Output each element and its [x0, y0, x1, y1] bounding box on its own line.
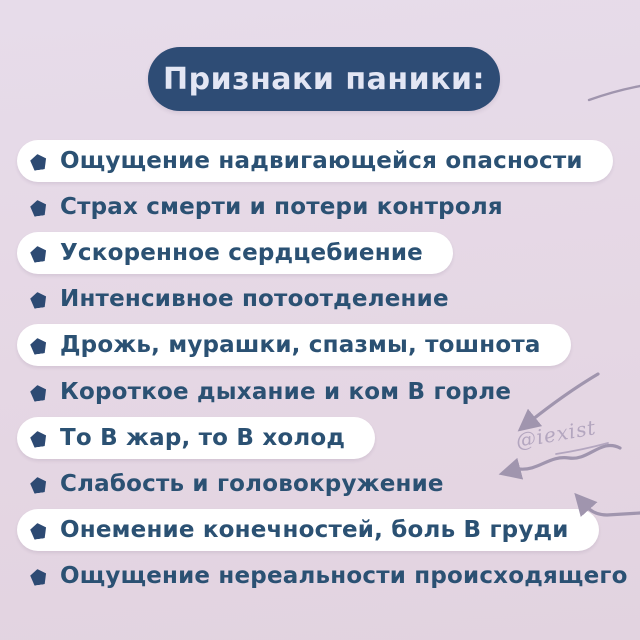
pentagon-bullet-icon — [29, 244, 48, 262]
list-item-text: Короткое дыхание и ком В горле — [60, 379, 512, 405]
pentagon-bullet-icon — [29, 336, 48, 354]
list-item-text: Ощущение нереальности происходящего — [60, 563, 628, 589]
list-item-text: Дрожь, мурашки, спазмы, тошнота — [60, 332, 541, 358]
list-item-text: То В жар, то В холод — [60, 425, 346, 451]
pentagon-bullet-icon — [29, 152, 48, 170]
page-title: Признаки паники: — [163, 61, 485, 97]
list-item — [17, 186, 533, 228]
list-item-text: Страх смерти и потери контроля — [60, 194, 503, 220]
list-item — [17, 555, 640, 597]
list-item — [17, 371, 541, 413]
pentagon-bullet-icon — [29, 198, 48, 216]
list-item-text: Ускоренное сердцебиение — [60, 240, 423, 266]
pentagon-bullet-icon — [29, 290, 48, 308]
list-item — [17, 463, 474, 505]
list-item — [17, 417, 375, 459]
pentagon-bullet-icon — [29, 521, 48, 539]
pentagon-bullet-icon — [29, 429, 48, 447]
pentagon-bullet-icon — [29, 475, 48, 493]
pentagon-bullet-icon — [29, 567, 48, 585]
list-item-text: Ощущение надвигающейся опасности — [60, 148, 583, 174]
list-item — [17, 140, 613, 182]
pentagon-bullet-icon — [29, 383, 48, 401]
list-item — [17, 509, 599, 551]
list-item-text: Слабость и головокружение — [60, 471, 444, 497]
list-item-text: Интенсивное потоотделение — [60, 286, 449, 312]
list-item — [17, 278, 479, 320]
list-item — [17, 232, 453, 274]
watermark-text: @iexist — [513, 415, 599, 453]
list-item-text: Онемение конечностей, боль В груди — [60, 517, 569, 543]
list-item — [17, 324, 571, 366]
